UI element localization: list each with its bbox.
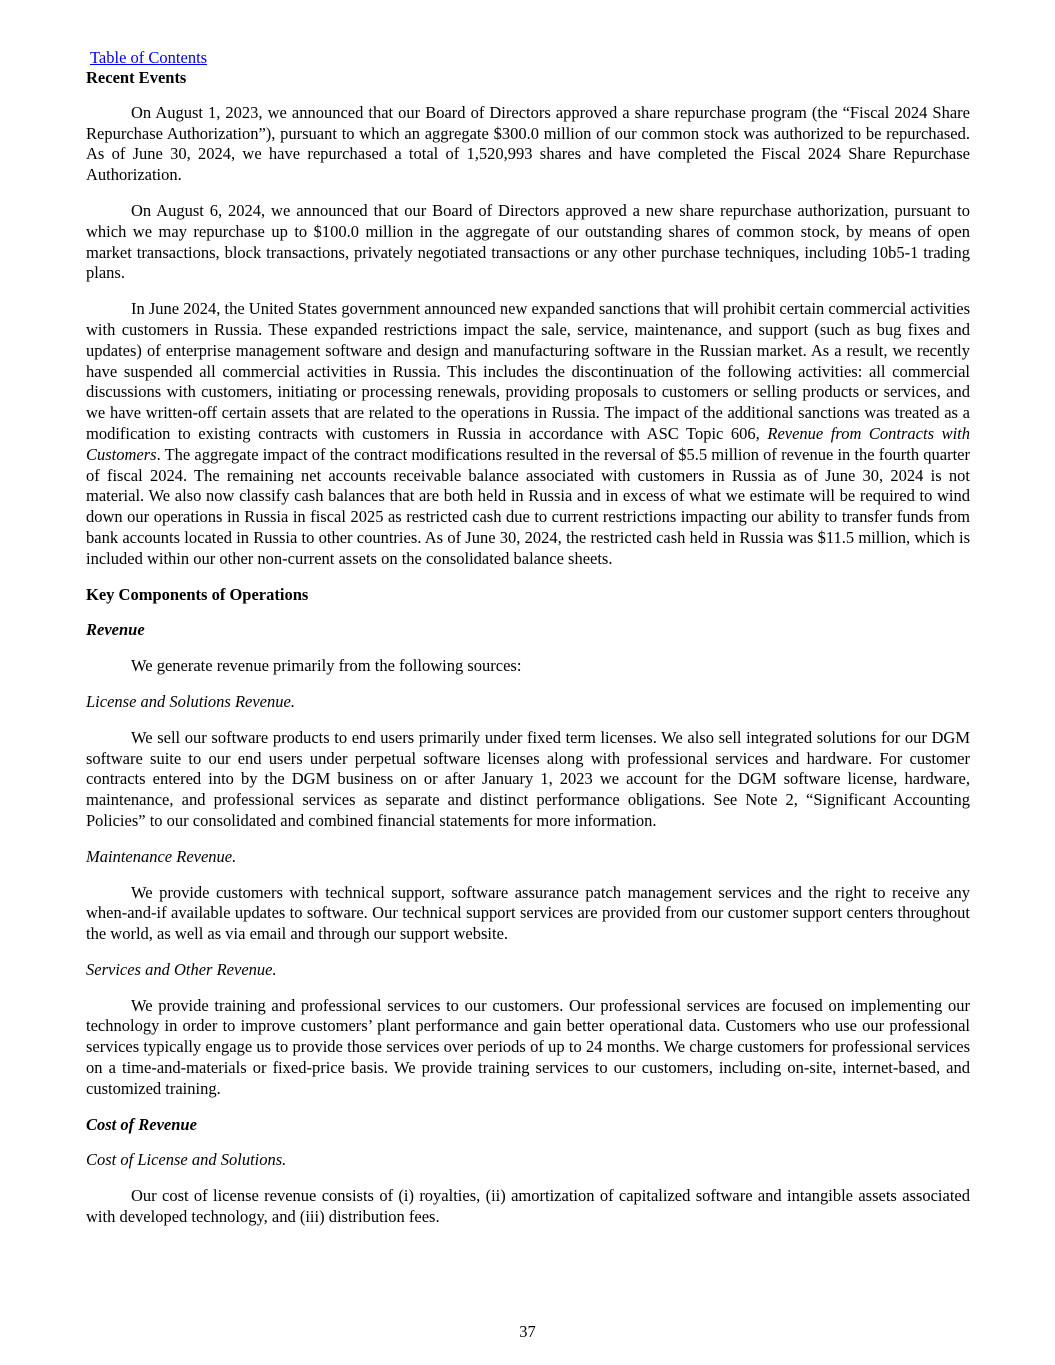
sanctions-text-part-2: . The aggregate impact of the contract modifications resulted in the reversal of $5.5 million of revenue in the fourth quarter of fiscal 2024. The remaining net accounts receivable balance associated with customers in Russia as of June 30, 2024 is not material. We also now classify cash balances that are both held in Russia and in excess of what we estimate will be required to wind down our operations in Russia in fiscal 2025 as restricted cash due to current restrictions impacting our ability to transfer funds from bank accounts located in Russia to other countries. As of June 30, 2024, the restricted cash held in Russia was $11.5 million, which is included within our other non-current assets on the consolidated balance sheets. (86, 444, 970, 568)
cost-of-license-heading: Cost of License and Solutions. (86, 1150, 287, 1170)
license-revenue-text: We sell our software products to end users primarily under fixed term licenses. We also sell integrated solutions for our DGM software suite to our end users under perpetual software licenses along with professional services and hardware. For customer contracts entered into by the DGM business on or after January 1, 2023 we account for the DGM software license, hardware, maintenance, and professional services as separate and distinct performance obligations. See Note 2, “Significant Accounting Policies” to our consolidated and combined financial statements for more information. (86, 727, 970, 830)
maintenance-revenue-heading: Maintenance Revenue. (86, 846, 237, 866)
recent-events-heading: Recent Events (86, 68, 187, 87)
document-page (86, 48, 970, 1228)
services-revenue-text: We provide training and professional services to our customers. Our professional services are focused on implementing our technology in order to improve customers’ plant performance and gain better operational data. Customers who use our professional services typically engage us to provide those services over periods of up to 24 months. We charge customers for professional services on a time-and-materials or fixed-price basis. We provide training services to our customers, including on-site, internet-based, and customized training. (86, 995, 970, 1098)
table-of-contents-link[interactable]: Table of Contents (90, 48, 208, 67)
maintenance-revenue-text: We provide customers with technical support, software assurance patch management services and the right to receive any when-and-if available updates to software. Our technical support services are provided from our customer support centers throughout the world, as well as via email and through our support website. (86, 882, 970, 944)
recent-events-paragraph-3 (86, 299, 970, 569)
services-revenue-heading: Services and Other Revenue. (86, 959, 277, 979)
revenue-heading: Revenue (86, 620, 145, 640)
asc-topic-title: Revenue from Contracts with Customers (86, 423, 970, 464)
cost-of-license-text: Our cost of license revenue consists of (i) royalties, (ii) amortization of capitalized software and intangible assets associated with developed technology, and (iii) distribution fees. (86, 1186, 970, 1227)
license-revenue-heading: License and Solutions Revenue. (86, 691, 295, 711)
sanctions-text-part-1: In June 2024, the United States government announced new expanded sanctions that will prohibit certain commercial activities with customers in Russia. These expanded restrictions impact the sale, service, maintenance, and support (such as bug fixes and updates) of enterprise management software and design and manufacturing software in the Russian market. As a result, we recently have suspended all commercial activities in Russia. This includes the discontinuation of the following activities: all commercial discussions with customers, initiating or processing renewals, providing proposals to customers or selling products or services, and we have written-off certain assets that are related to the operations in Russia. The impact of the additional sanctions was treated as a modification to existing contracts with customers in Russia in accordance with ASC Topic 606, (86, 299, 970, 443)
cost-of-revenue-heading: Cost of Revenue (86, 1114, 197, 1134)
page-number: 37 (519, 1322, 536, 1341)
revenue-intro: We generate revenue primarily from the following sources: (131, 656, 522, 676)
recent-events-paragraph-1: On August 1, 2023, we announced that our Board of Directors approved a share repurchase program (the “Fiscal 2024 Share Repurchase Authorization”), pursuant to which an aggregate $300.0 million of our common stock was authorized to be repurchased. As of June 30, 2024, we have repurchased a total of 1,520,993 shares and have completed the Fiscal 2024 Share Repurchase Authorization. (86, 102, 970, 185)
recent-events-paragraph-2: On August 6, 2024, we announced that our Board of Directors approved a new share repurchase authorization, pursuant to which we may repurchase up to $100.0 million in the aggregate of our outstanding shares of common stock, by means of open market transactions, block transactions, privately negotiated transactions or any other purchase techniques, including 10b5-1 trading plans. (86, 200, 970, 283)
key-components-heading: Key Components of Operations (86, 584, 309, 604)
